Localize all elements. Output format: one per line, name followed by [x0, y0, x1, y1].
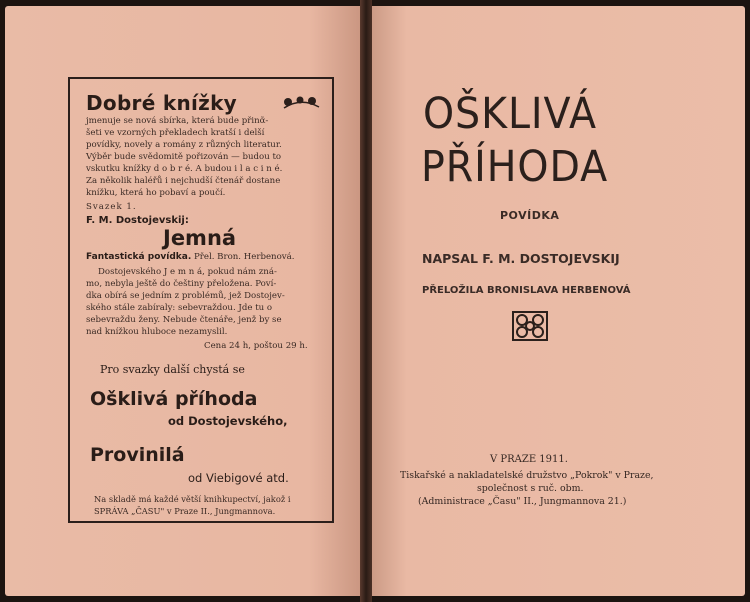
decorative-knot-icon: [512, 311, 548, 341]
publisher-line-2: společnost s ruč. obm.: [477, 483, 584, 494]
translator-credit: PŘELOŽILA BRONISLAVA HERBENOVÁ: [422, 285, 631, 296]
description-line: ského stále zabíraly: sebevraždou. Jde tu o: [86, 303, 273, 313]
volume-label: Svazek 1.: [86, 202, 137, 212]
book-subtitle: [86, 253, 294, 262]
main-title-line-2: PŘÍHODA: [421, 142, 609, 192]
ad-intro-line: Za několik haléřů i nejchudší čtenář dostane: [86, 176, 281, 186]
stock-line-2: SPRÁVA „ČASU" v Praze II., Jungmannova.: [94, 506, 276, 516]
stock-line-1: Na skladě má každé větší knihkupectví, jakož i: [94, 494, 291, 504]
ad-intro-line: vskutku knížky d o b r é. A budou i l a c i n é.: [86, 164, 283, 174]
subtitle-bold: Fantastická povídka.: [86, 252, 192, 262]
next-title-2: Provinilá: [90, 444, 185, 466]
next-volumes-intro: Pro svazky další chystá se: [100, 363, 245, 376]
next-author-2: od Viebigové atd.: [188, 471, 289, 485]
description-line: sebevraždu ženy. Nebude čtenáře, jenž by se: [86, 315, 282, 325]
ad-intro-line: šeti ve vzorných překladech kratší i delší: [86, 128, 265, 138]
genre-label: POVÍDKA: [500, 209, 560, 222]
book-gutter: [360, 0, 372, 602]
description-line: Dostojevského J e m n á, pokud nám zná-: [98, 267, 277, 277]
next-title-1: Ošklivá příhoda: [90, 388, 258, 410]
publisher-line-3: (Administrace „Času" II., Jungmannova 21.): [418, 496, 627, 507]
author-line: F. M. Dostojevskij:: [86, 215, 189, 226]
price: Cena 24 h, poštou 29 h.: [204, 341, 308, 351]
ad-intro-line: Výběr bude svědomitě pořizován — budou to: [86, 152, 282, 162]
book-title: Jemná: [163, 226, 237, 250]
next-author-1: od Dostojevského,: [168, 414, 288, 428]
main-title-line-1: OŠKLIVÁ: [423, 89, 597, 139]
publisher-line-1: Tiskařské a nakladatelské družstvo „Pokrok" v Praze,: [400, 470, 654, 481]
advertisement-box: [68, 77, 334, 523]
description-line: mo, nebyla ještě do češtiny přeložena. Poví-: [86, 279, 277, 289]
description-line: dka obírá se jedním z problémů, jež Dostojev-: [86, 291, 285, 301]
ad-intro-line: jmenuje se nová sbírka, která bude přinᾶ-: [86, 116, 269, 126]
author-credit: NAPSAL F. M. DOSTOJEVSKIJ: [422, 251, 620, 266]
place-year: V PRAZE 1911.: [490, 454, 568, 465]
ad-intro-line: povídky, novely a romány z různých literatur.: [86, 140, 282, 150]
flower-ornament-icon: [281, 93, 321, 111]
ad-intro-line: knížku, která ho pobaví a poučí.: [86, 188, 226, 198]
subtitle-translator: Přel. Bron. Herbenová.: [191, 252, 295, 262]
ad-heading: Dobré knížky: [86, 91, 238, 115]
description-line: nad knížkou hluboce nezamyslil.: [86, 327, 228, 337]
